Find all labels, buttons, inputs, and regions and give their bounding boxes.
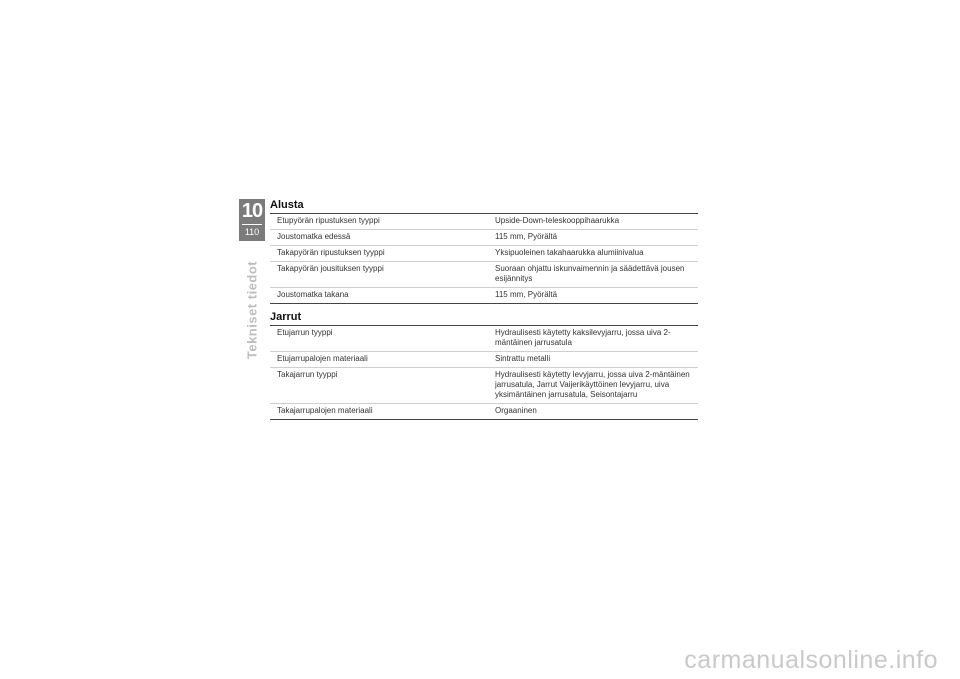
spec-table <box>270 325 698 420</box>
table-row <box>270 326 698 352</box>
spec-label: Takapyörän jousituksen tyyppi <box>270 262 488 288</box>
spec-label: Etujarrun tyyppi <box>270 326 488 352</box>
watermark: carmanualsonline.info <box>684 646 938 674</box>
spec-value: Upside-Down-teleskooppihaarukka <box>488 214 698 230</box>
chapter-number: 10 <box>241 200 263 222</box>
spec-value: 115 mm, Pyörältä <box>488 288 698 304</box>
spec-value: Orgaaninen <box>488 404 698 420</box>
spec-label: Takajarrupalojen materiaali <box>270 404 488 420</box>
chapter-side-title: Tekniset tiedot <box>244 260 260 360</box>
spec-value: Suoraan ohjattu iskunvaimennin ja säädettävä jousen esijännitys <box>488 262 698 288</box>
section-title: Alusta <box>270 199 304 211</box>
spec-label: Etujarrupalojen materiaali <box>270 352 488 368</box>
table-row <box>270 262 698 288</box>
spec-label: Joustomatka edessä <box>270 230 488 246</box>
table-row <box>270 214 698 230</box>
spec-label: Takapyörän ripustuksen tyyppi <box>270 246 488 262</box>
table-row <box>270 230 698 246</box>
spec-label: Etupyörän ripustuksen tyyppi <box>270 214 488 230</box>
table-row <box>270 368 698 404</box>
spec-table <box>270 213 698 304</box>
section-title: Jarrut <box>270 311 302 323</box>
section-alusta <box>270 198 698 304</box>
spec-value: Hydraulisesti käytetty levyjarru, jossa uiva 2-mäntäinen jarrusatula, Jarrut Vaijerikäyttöinen levyjarru, uiva yksimäntäinen jarrusatula, Seisontajarru <box>488 368 698 404</box>
spec-value: Sintrattu metalli <box>488 352 698 368</box>
table-row <box>270 246 698 262</box>
chapter-divider <box>242 224 262 225</box>
table-row <box>270 352 698 368</box>
section-jarrut <box>270 310 698 420</box>
spec-value: 115 mm, Pyörältä <box>488 230 698 246</box>
table-row <box>270 288 698 304</box>
table-row <box>270 404 698 420</box>
spec-value: Hydraulisesti käytetty kaksilevyjarru, jossa uiva 2-mäntäinen jarrusatula <box>488 326 698 352</box>
page-number: 110 <box>244 227 260 237</box>
spec-value: Yksipuoleinen takahaarukka alumiinivalua <box>488 246 698 262</box>
spec-label: Joustomatka takana <box>270 288 488 304</box>
spec-label: Takajarrun tyyppi <box>270 368 488 404</box>
chapter-marker <box>239 199 265 241</box>
